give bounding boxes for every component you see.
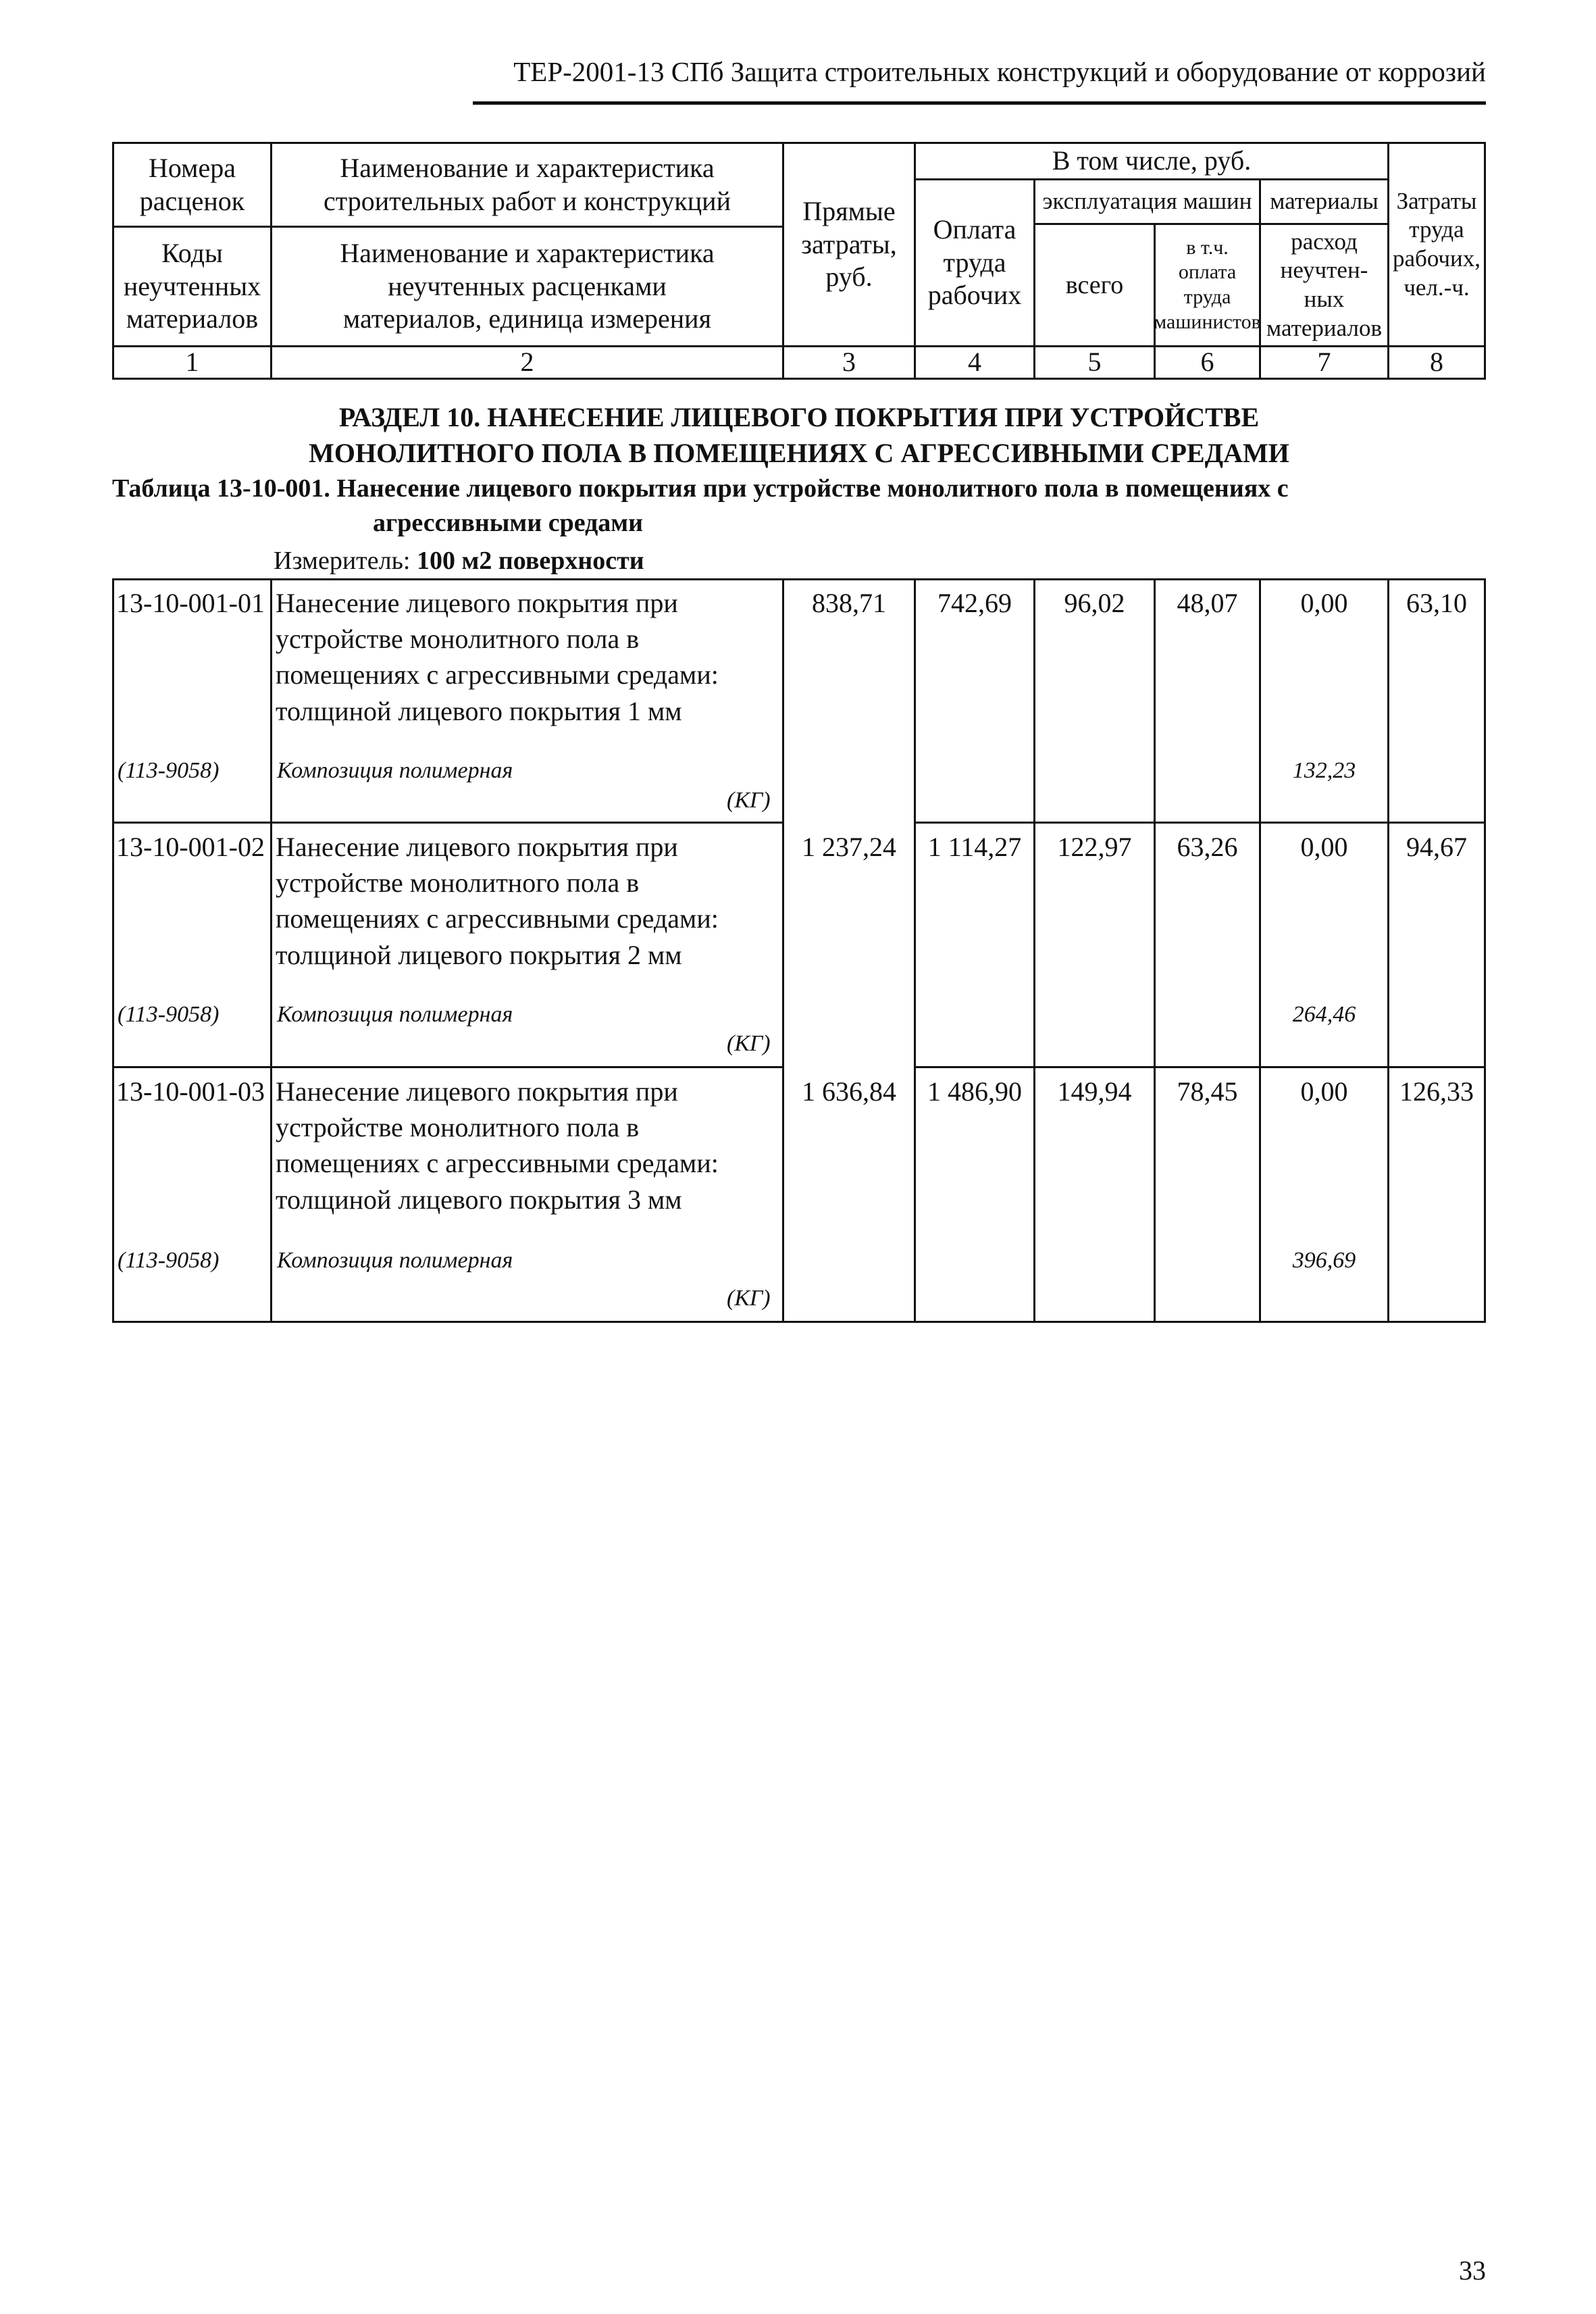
header-rate-number: Номера расценок — [139, 152, 245, 216]
table-row — [112, 824, 1486, 1066]
rate-description: Нанесение лицевого покрытия при устройстве монолитного пола в помещениях с агрессивными средами: толщиной лицевого покрытия 1 мм — [276, 588, 719, 726]
material-unit: (КГ) — [727, 1286, 771, 1311]
material-quantity: 264,46 — [1292, 1002, 1356, 1027]
measure-unit: Измеритель: 100 м2 поверхности — [274, 547, 644, 575]
machines-total-value: 149,94 — [1057, 1076, 1132, 1107]
header-machines-total: всего — [1065, 270, 1124, 299]
direct-costs-value: 1 636,84 — [802, 1076, 896, 1107]
header-work-name: Наименование и характеристика строительных работ и конструкций — [324, 152, 731, 216]
header-including: В том числе, руб. — [1052, 145, 1252, 176]
labor-hours-value: 94,67 — [1406, 832, 1467, 862]
machinist-pay-value: 63,26 — [1177, 832, 1238, 862]
material-code: (113-9058) — [118, 1002, 220, 1027]
header-material-codes: Коды неучтенных материалов — [123, 237, 261, 334]
materials-value: 0,00 — [1300, 588, 1348, 618]
material-code: (113-9058) — [118, 1248, 220, 1273]
page-number: 33 — [1459, 2255, 1486, 2286]
table-title: Таблица 13-10-001. Нанесение лицевого покрытия при устройстве монолитного пола в помещениях с агрессивными средами — [112, 474, 1289, 537]
machinist-pay-value: 78,45 — [1177, 1076, 1238, 1107]
worker-pay-value: 742,69 — [937, 588, 1012, 618]
header-rule — [473, 101, 1486, 105]
header-material-name: Наименование и характеристика неучтенных расценками материалов, единица измерения — [340, 237, 715, 334]
column-number-8: 8 — [1430, 347, 1443, 378]
header-unaccounted-materials: расход неучтен- ных материалов — [1266, 228, 1382, 341]
materials-value: 0,00 — [1300, 832, 1348, 862]
header-materials: материалы — [1270, 188, 1379, 215]
labor-hours-value: 63,10 — [1406, 588, 1467, 618]
table-row — [112, 578, 1486, 822]
header-worker-pay: Оплата труда рабочих — [927, 213, 1022, 311]
material-name: Композиция полимерная — [277, 1248, 513, 1273]
machines-total-value: 122,97 — [1057, 832, 1132, 862]
rate-code: 13-10-001-01 — [116, 588, 265, 618]
worker-pay-value: 1 114,27 — [927, 832, 1022, 862]
column-number-4: 4 — [968, 347, 981, 378]
material-quantity: 396,69 — [1292, 1248, 1356, 1273]
section-title: РАЗДЕЛ 10. НАНЕСЕНИЕ ЛИЦЕВОГО ПОКРЫТИЯ ПРИ УСТРОЙСТВЕ МОНОЛИТНОГО ПОЛА В ПОМЕЩЕНИЯХ С АГРЕССИВНЫМИ СРЕДАМИ — [309, 402, 1289, 468]
worker-pay-value: 1 486,90 — [927, 1076, 1022, 1107]
table-row — [112, 1068, 1486, 1321]
column-number-3: 3 — [842, 347, 856, 378]
rate-code: 13-10-001-02 — [116, 832, 265, 862]
material-name: Композиция полимерная — [277, 1002, 513, 1027]
material-name: Композиция полимерная — [277, 758, 513, 783]
column-number-6: 6 — [1200, 347, 1214, 378]
rate-description: Нанесение лицевого покрытия при устройстве монолитного пола в помещениях с агрессивными средами: толщиной лицевого покрытия 2 мм — [276, 832, 719, 970]
column-number-7: 7 — [1317, 347, 1331, 378]
rate-description: Нанесение лицевого покрытия при устройстве монолитного пола в помещениях с агрессивными средами: толщиной лицевого покрытия 3 мм — [276, 1076, 719, 1215]
header-labor-hours: Затраты труда рабочих, чел.-ч. — [1392, 187, 1481, 301]
header-direct-costs: Прямые затраты, руб. — [801, 195, 897, 293]
column-number-1: 1 — [185, 347, 199, 378]
document-header: ТЕР-2001-13 СПб Защита строительных конструкций и оборудование от коррозий — [513, 56, 1486, 87]
material-unit: (КГ) — [727, 1031, 771, 1056]
materials-value: 0,00 — [1300, 1076, 1348, 1107]
labor-hours-value: 126,33 — [1399, 1076, 1474, 1107]
column-header-table — [112, 142, 1486, 380]
direct-costs-value: 838,71 — [812, 588, 886, 618]
machinist-pay-value: 48,07 — [1177, 588, 1238, 618]
machines-total-value: 96,02 — [1064, 588, 1125, 618]
material-quantity: 132,23 — [1292, 758, 1356, 783]
column-number-5: 5 — [1087, 347, 1102, 378]
header-machinist-pay: в т.ч. оплата труда машинистов — [1154, 236, 1261, 333]
direct-costs-value: 1 237,24 — [802, 832, 896, 862]
header-machine-operation: эксплуатация машин — [1042, 188, 1252, 215]
column-number-2: 2 — [520, 347, 534, 378]
material-unit: (КГ) — [727, 788, 771, 813]
rates-table — [112, 578, 1486, 1323]
rate-code: 13-10-001-03 — [116, 1076, 265, 1107]
material-code: (113-9058) — [118, 758, 220, 783]
